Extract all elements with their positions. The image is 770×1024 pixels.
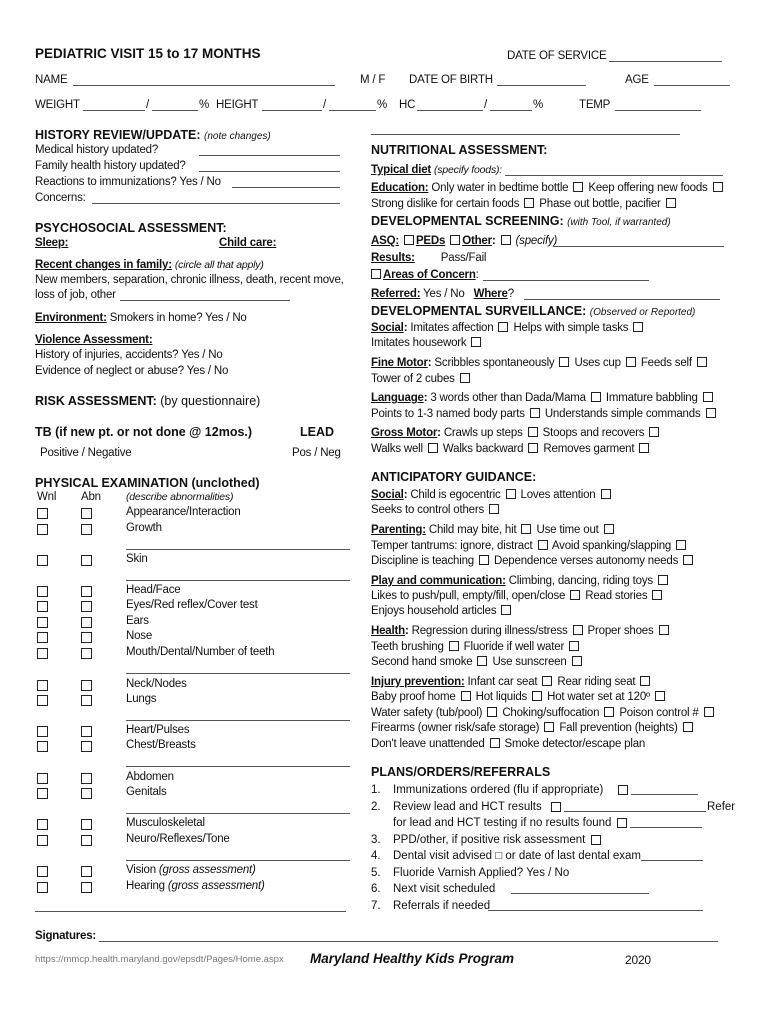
pe-chest-notes-field[interactable]: [126, 766, 350, 767]
loves-attention-checkbox[interactable]: [601, 489, 611, 499]
lead-heading: LEAD: [300, 425, 335, 439]
walks-well-checkbox[interactable]: [428, 443, 438, 453]
plan-item-2b: for lead and HCT testing if no results found: [371, 815, 741, 832]
parenting-row-2: Temper tantrums: ignore, distract Avoid spanking/slapping: [371, 539, 688, 554]
firearms-checkbox[interactable]: [544, 722, 554, 732]
concerns-field[interactable]: [92, 203, 340, 204]
medical-history-field[interactable]: [199, 155, 340, 156]
referred-row: Referred: Yes / No Where?: [371, 288, 514, 300]
pe-ears-abn-checkbox[interactable]: [81, 617, 92, 628]
pe-mouth-wnl-checkbox[interactable]: [37, 648, 48, 659]
tantrums-checkbox[interactable]: [538, 540, 548, 550]
fall-prevention-checkbox[interactable]: [683, 722, 693, 732]
new-foods-checkbox[interactable]: [713, 182, 723, 192]
pe-growth-wnl-checkbox[interactable]: [37, 524, 48, 535]
describe-abnormalities-label: (describe abnormalities): [126, 491, 234, 503]
pe-vision-abn-checkbox[interactable]: [81, 866, 92, 877]
phase-out-bottle-checkbox[interactable]: [666, 198, 676, 208]
pe-nose-abn-checkbox[interactable]: [81, 632, 92, 643]
pe-appearance-abn-checkbox[interactable]: [81, 508, 92, 519]
pe-mouth-label: Mouth/Dental/Number of teeth: [126, 646, 275, 658]
pe-abdomen-wnl-checkbox[interactable]: [37, 773, 48, 784]
height-field[interactable]: [262, 110, 322, 111]
review-lead-field[interactable]: [564, 811, 706, 812]
sunscreen-checkbox[interactable]: [572, 656, 582, 666]
language-row-2: Points to 1-3 named body parts Understands simple commands: [371, 407, 718, 422]
pe-skin-label: Skin: [126, 553, 148, 565]
gross-motor-row-1: Gross Motor: Crawls up steps Stoops and recovers: [371, 426, 661, 441]
child-care-label: Child care:: [219, 237, 277, 249]
choking-checkbox[interactable]: [604, 707, 614, 717]
poison-control-checkbox[interactable]: [704, 707, 714, 717]
control-others-checkbox[interactable]: [489, 504, 499, 514]
pe-ears-wnl-checkbox[interactable]: [37, 617, 48, 628]
sex-label[interactable]: M / F: [360, 74, 386, 86]
risk-assessment-heading: RISK ASSESSMENT: (by questionnaire): [35, 394, 261, 408]
review-lead-checkbox[interactable]: [551, 802, 561, 812]
autonomy-needs-checkbox[interactable]: [683, 555, 693, 565]
injury-row-2: Baby proof home Hot liquids Hot water set at 120º: [371, 690, 667, 705]
pe-neuro-notes-field[interactable]: [126, 860, 350, 861]
pe-head-face-wnl-checkbox[interactable]: [37, 586, 48, 597]
teeth-brushing-checkbox[interactable]: [449, 641, 459, 651]
language-row-1: Language: 3 words other than Dada/Mama Immature babbling: [371, 391, 715, 406]
play-row-2: Likes to push/pull, empty/fill, open/close Read stories: [371, 589, 664, 604]
areas-of-concern-row: Areas of Concern:: [369, 268, 479, 283]
car-seat-checkbox[interactable]: [542, 676, 552, 686]
pe-abdomen-abn-checkbox[interactable]: [81, 773, 92, 784]
injuries-question: History of injuries, accidents? Yes / No: [35, 349, 223, 361]
nutrition-heading: NUTRITIONAL ASSESSMENT:: [371, 143, 548, 157]
signatures-field[interactable]: [99, 941, 718, 942]
social-row-2: Imitates housework: [371, 336, 483, 351]
push-pull-checkbox[interactable]: [570, 590, 580, 600]
pe-lungs-wnl-checkbox[interactable]: [37, 695, 48, 706]
read-stories-checkbox[interactable]: [652, 590, 662, 600]
dob-field[interactable]: [497, 85, 586, 86]
pe-appearance-wnl-checkbox[interactable]: [37, 508, 48, 519]
pe-neck-nodes-label: Neck/Nodes: [126, 678, 187, 690]
time-out-checkbox[interactable]: [604, 524, 614, 534]
pe-chest-wnl-checkbox[interactable]: [37, 741, 48, 752]
hc-percent-sign: %: [533, 99, 544, 111]
hc-percentile-field[interactable]: [490, 110, 532, 111]
body-parts-checkbox[interactable]: [530, 408, 540, 418]
pe-lungs-label: Lungs: [126, 693, 157, 705]
education-row-2: Strong dislike for certain foods Phase out bottle, pacifier: [371, 197, 678, 212]
climbing-checkbox[interactable]: [658, 575, 668, 585]
pe-growth-label: Growth: [126, 522, 162, 534]
other-tool-field[interactable]: [553, 246, 724, 247]
pe-eyes-wnl-checkbox[interactable]: [37, 601, 48, 612]
immunization-reactions-field[interactable]: [232, 187, 340, 188]
weight-label: WEIGHT: [35, 99, 80, 111]
pe-lungs-abn-checkbox[interactable]: [81, 695, 92, 706]
asq-checkbox[interactable]: [404, 235, 414, 245]
injury-row-5: Don't leave unattended Smoke detector/escape plan: [371, 738, 646, 750]
removes-garment-checkbox[interactable]: [639, 443, 649, 453]
scribbles-checkbox[interactable]: [559, 357, 569, 367]
pe-head-face-label: Head/Face: [126, 584, 181, 596]
anticipatory-guidance-heading: ANTICIPATORY GUIDANCE:: [371, 470, 537, 484]
feeds-self-checkbox[interactable]: [697, 357, 707, 367]
dob-label: DATE OF BIRTH: [409, 74, 493, 86]
pe-heart-abn-checkbox[interactable]: [81, 726, 92, 737]
pe-nose-wnl-checkbox[interactable]: [37, 632, 48, 643]
social-row-1: Social: Imitates affection Helps with simple tasks: [371, 321, 645, 336]
imitates-housework-checkbox[interactable]: [471, 337, 481, 347]
dental-exam-date-field[interactable]: [641, 860, 703, 861]
immunizations-field[interactable]: [631, 794, 698, 795]
recent-changes-other-field[interactable]: [120, 300, 290, 301]
hc-field[interactable]: [417, 110, 483, 111]
neglect-question: Evidence of neglect or abuse? Yes / No: [35, 365, 229, 377]
weight-percent-sign: %: [199, 99, 210, 111]
water-safety-checkbox[interactable]: [487, 707, 497, 717]
household-articles-checkbox[interactable]: [501, 605, 511, 615]
pe-neuro-wnl-checkbox[interactable]: [37, 835, 48, 846]
weight-percentile-field[interactable]: [152, 110, 198, 111]
pe-heart-label: Heart/Pulses: [126, 724, 190, 736]
discipline-teaching-checkbox[interactable]: [479, 555, 489, 565]
pe-eyes-label: Eyes/Red reflex/Cover test: [126, 599, 258, 611]
physical-exam-heading: PHYSICAL EXAMINATION (unclothed): [35, 476, 260, 490]
pe-chest-label: Chest/Breasts: [126, 739, 196, 751]
unattended-checkbox[interactable]: [490, 738, 500, 748]
baby-proof-checkbox[interactable]: [461, 691, 471, 701]
pe-hearing-label: Hearing (gross assessment): [126, 880, 265, 892]
recent-changes-label: Recent changes in family: (circle all that apply): [35, 259, 264, 271]
immature-babbling-checkbox[interactable]: [703, 392, 713, 402]
height-percentile-field[interactable]: [329, 110, 376, 111]
pe-vision-label: Vision (gross assessment): [126, 864, 256, 876]
footer-program: Maryland Healthy Kids Program: [310, 951, 515, 966]
dev-surveillance-heading: DEVELOPMENTAL SURVEILLANCE: (Observed or Reported): [371, 304, 696, 318]
refer-label: Refer: [707, 800, 736, 813]
pe-skin-abn-checkbox[interactable]: [81, 555, 92, 566]
pe-mouth-abn-checkbox[interactable]: [81, 648, 92, 659]
second-hand-smoke-checkbox[interactable]: [477, 656, 487, 666]
pe-hearing-wnl-checkbox[interactable]: [37, 882, 48, 893]
ag-social-row-2: Seeks to control others: [371, 503, 501, 518]
sleep-label: Sleep:: [35, 237, 69, 249]
pe-growth-abn-checkbox[interactable]: [81, 524, 92, 535]
lead-result[interactable]: Pos / Neg: [292, 447, 341, 459]
areas-of-concern-checkbox[interactable]: [371, 269, 381, 279]
pe-nose-label: Nose: [126, 630, 153, 642]
pe-musculoskeletal-abn-checkbox[interactable]: [81, 819, 92, 830]
tb-heading: TB (if new pt. or not done @ 12mos.): [35, 425, 253, 439]
health-row-3: Second hand smoke Use sunscreen: [371, 655, 584, 670]
three-words-checkbox[interactable]: [591, 392, 601, 402]
parenting-row-3: Discipline is teaching Dependence verses autonomy needs: [371, 554, 695, 569]
only-water-checkbox[interactable]: [573, 182, 583, 192]
pe-neuro-abn-checkbox[interactable]: [81, 835, 92, 846]
medical-history-label: Medical history updated?: [35, 144, 159, 156]
footer-url[interactable]: https://mmcp.health.maryland.gov/epsdt/Pages/Home.aspx: [35, 954, 284, 965]
form-title: PEDIATRIC VISIT 15 to 17 MONTHS: [35, 46, 261, 61]
simple-tasks-checkbox[interactable]: [633, 322, 643, 332]
pe-chest-abn-checkbox[interactable]: [81, 741, 92, 752]
footer-year: 2020: [625, 953, 651, 967]
pe-skin-notes-field[interactable]: [126, 580, 350, 581]
date-of-service-field[interactable]: [609, 61, 722, 62]
pe-genitals-notes-field[interactable]: [126, 813, 350, 814]
plan-item-2: 2. Review lead and HCT results Refer: [371, 799, 741, 816]
crawls-steps-checkbox[interactable]: [528, 427, 538, 437]
parenting-row-1: Parenting: Child may bite, hit Use time out: [371, 523, 616, 538]
tower-cubes-checkbox[interactable]: [460, 373, 470, 383]
height-slash: /: [323, 99, 326, 111]
pe-neck-nodes-abn-checkbox[interactable]: [81, 680, 92, 691]
peds-checkbox[interactable]: [450, 235, 460, 245]
plans-heading: PLANS/ORDERS/REFERRALS: [371, 765, 551, 779]
hot-water-checkbox[interactable]: [655, 691, 665, 701]
egocentric-checkbox[interactable]: [506, 489, 516, 499]
plan-item-6: 6. Next visit scheduled: [371, 881, 741, 898]
pe-growth-notes-field[interactable]: [126, 549, 350, 550]
date-of-service-label: DATE OF SERVICE: [507, 50, 607, 62]
fine-motor-row-2: Tower of 2 cubes: [371, 372, 472, 387]
health-row-1: Health: Regression during illness/stress Proper shoes: [371, 624, 671, 639]
plan-item-5: 5. Fluoride Varnish Applied? Yes / No: [371, 866, 570, 879]
referred-where-field[interactable]: [524, 299, 720, 300]
temp-field[interactable]: [615, 110, 701, 111]
age-field[interactable]: [654, 85, 730, 86]
rear-seat-checkbox[interactable]: [640, 676, 650, 686]
lead-hct-testing-field[interactable]: [630, 827, 702, 828]
simple-commands-checkbox[interactable]: [706, 408, 716, 418]
immunizations-checkbox[interactable]: [618, 785, 628, 795]
weight-slash: /: [146, 99, 149, 111]
hot-liquids-checkbox[interactable]: [532, 691, 542, 701]
pe-ears-label: Ears: [126, 615, 149, 627]
pe-genitals-abn-checkbox[interactable]: [81, 788, 92, 799]
proper-shoes-checkbox[interactable]: [659, 625, 669, 635]
next-visit-field[interactable]: [511, 893, 649, 894]
temp-label: TEMP: [579, 99, 611, 111]
education-row-1: Education: Only water in bedtime bottle Keep offering new foods: [371, 181, 725, 196]
injury-row-4: Firearms (owner risk/safe storage) Fall prevention (heights): [371, 721, 695, 736]
history-heading: HISTORY REVIEW/UPDATE: (note changes): [35, 128, 271, 142]
play-row-1: Play and communication: Climbing, dancing, riding toys: [371, 574, 670, 589]
plan-item-4: 4. Dental visit advised □ or date of last dental exam: [371, 848, 741, 865]
concerns-label: Concerns:: [35, 192, 86, 204]
walks-backward-checkbox[interactable]: [528, 443, 538, 453]
regression-checkbox[interactable]: [573, 625, 583, 635]
family-history-field[interactable]: [199, 171, 340, 172]
pe-abdomen-label: Abdomen: [126, 771, 174, 783]
height-percent-sign: %: [377, 99, 388, 111]
imitates-affection-checkbox[interactable]: [498, 322, 508, 332]
referrals-field[interactable]: [488, 910, 703, 911]
hc-slash: /: [484, 99, 487, 111]
plan-item-7: 7. Referrals if needed: [371, 898, 741, 915]
dislike-foods-checkbox[interactable]: [524, 198, 534, 208]
play-row-3: Enjoys household articles: [371, 604, 513, 619]
stoops-recovers-checkbox[interactable]: [649, 427, 659, 437]
environment-row: Environment: Smokers in home? Yes / No: [35, 312, 247, 324]
psychosocial-heading: PSYCHOSOCIAL ASSESSMENT:: [35, 221, 227, 235]
fluoride-well-checkbox[interactable]: [569, 641, 579, 651]
pe-genitals-label: Genitals: [126, 786, 167, 798]
pe-mouth-notes-field[interactable]: [126, 673, 350, 674]
ag-social-row-1: Social: Child is egocentric Loves attention: [371, 488, 613, 503]
pe-appearance-label: Appearance/Interaction: [126, 506, 241, 518]
hc-label: HC: [399, 99, 416, 111]
pe-musculoskeletal-label: Musculoskeletal: [126, 817, 205, 829]
signatures-label: Signatures:: [35, 930, 97, 942]
pe-neck-nodes-wnl-checkbox[interactable]: [37, 680, 48, 691]
tb-result[interactable]: Positive / Negative: [40, 447, 132, 459]
pe-lungs-notes-field[interactable]: [126, 720, 350, 721]
height-label: HEIGHT: [216, 99, 259, 111]
wnl-column-label: Wnl: [37, 491, 57, 503]
areas-of-concern-field[interactable]: [483, 280, 649, 281]
pe-genitals-wnl-checkbox[interactable]: [37, 788, 48, 799]
plans-list: [371, 782, 741, 914]
injury-row-1: Injury prevention: Infant car seat Rear riding seat: [371, 675, 652, 690]
results-row: Results: Pass/Fail: [371, 252, 487, 264]
violence-assessment-label: Violence Assessment:: [35, 334, 153, 346]
typical-diet-label: Typical diet (specify foods):: [371, 164, 503, 176]
weight-field[interactable]: [83, 110, 145, 111]
plan-item-3: 3. PPD/other, if positive risk assessment: [371, 832, 741, 849]
immunization-reactions-label: Reactions to immunizations? Yes / No: [35, 176, 221, 188]
fine-motor-row-1: Fine Motor: Scribbles spontaneously Uses cup Feeds self: [371, 356, 709, 371]
pe-eyes-abn-checkbox[interactable]: [81, 601, 92, 612]
abn-column-label: Abn: [81, 491, 101, 503]
pe-head-face-abn-checkbox[interactable]: [81, 586, 92, 597]
bite-hit-checkbox[interactable]: [521, 524, 531, 534]
injury-row-3: Water safety (tub/pool) Choking/suffocation Poison control #: [371, 706, 716, 721]
recent-changes-options[interactable]: New members, separation, chronic illness, death, recent move,: [35, 274, 344, 286]
name-label: NAME: [35, 74, 68, 86]
name-field[interactable]: [73, 85, 335, 86]
pe-hearing-abn-checkbox[interactable]: [81, 882, 92, 893]
typical-diet-field[interactable]: [505, 175, 723, 176]
avoid-spanking-checkbox[interactable]: [676, 540, 686, 550]
pe-skin-wnl-checkbox[interactable]: [37, 555, 48, 566]
lead-hct-testing-checkbox[interactable]: [617, 818, 627, 828]
history-extra-field[interactable]: [371, 134, 680, 135]
family-history-label: Family health history updated?: [35, 160, 186, 172]
other-tool-checkbox[interactable]: [501, 235, 511, 245]
uses-cup-checkbox[interactable]: [626, 357, 636, 367]
ppd-checkbox[interactable]: [591, 835, 601, 845]
dev-screening-heading: DEVELOPMENTAL SCREENING: (with Tool, if warranted): [371, 214, 671, 228]
age-label: AGE: [625, 74, 649, 86]
pe-neuro-label: Neuro/Reflexes/Tone: [126, 833, 230, 845]
gross-motor-row-2: Walks well Walks backward Removes garment: [371, 442, 651, 457]
pe-musculoskeletal-wnl-checkbox[interactable]: [37, 819, 48, 830]
plan-item-1: 1. Immunizations ordered (flu if appropriate): [371, 782, 741, 799]
pe-heart-wnl-checkbox[interactable]: [37, 726, 48, 737]
recent-changes-other-label: loss of job, other: [35, 289, 116, 301]
health-row-2: Teeth brushing Fluoride if well water: [371, 640, 581, 655]
pe-vision-wnl-checkbox[interactable]: [37, 866, 48, 877]
asq-row: ASQ: PEDs Other: (specify): [371, 235, 558, 247]
pe-notes-field[interactable]: [35, 911, 346, 912]
